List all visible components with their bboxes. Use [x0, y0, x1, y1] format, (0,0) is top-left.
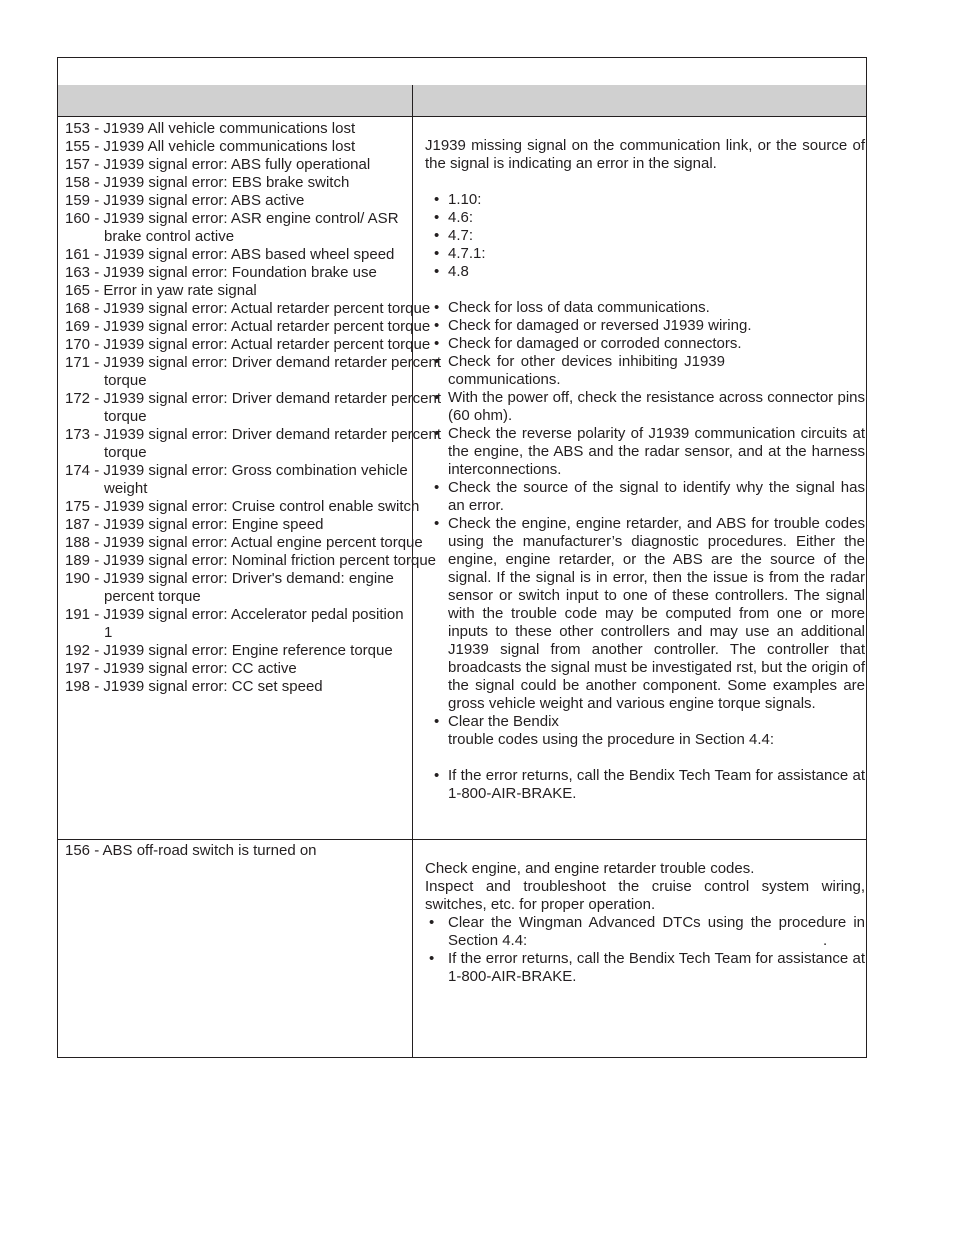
repair-step: • Check the reverse polarity of J1939 communication circuits at the engine, the ABS and the radar sensor, and at the harness interconnections.: [425, 425, 865, 479]
code-item: 188 - J1939 signal error: Actual engine percent torque: [65, 534, 423, 551]
troubleshooting-table: [57, 57, 867, 1058]
code-item: 163 - J1939 signal error: Foundation brake use: [65, 264, 377, 281]
table-title-row: [58, 58, 866, 86]
code-item: 159 - J1939 signal error: ABS active: [65, 192, 305, 209]
code-item: 187 - J1939 signal error: Engine speed: [65, 516, 324, 533]
row1-final-step-list: [425, 767, 865, 803]
row1-code-list: [65, 120, 442, 696]
repair-step: • If the error returns, call the Bendix Tech Team for assistance at 1-800-AIR-BRAKE.: [425, 950, 865, 986]
row1-repair-steps: [425, 299, 865, 749]
repair-step-tail: .: [823, 932, 828, 949]
code-item: 171 - J1939 signal error: Driver demand retarder percent torque: [65, 354, 442, 389]
row2-code-list: [65, 842, 410, 860]
repair-step: • Check for damaged or reversed J1939 wiring.: [425, 317, 865, 335]
row2-repair-steps: [425, 914, 865, 986]
repair-step: • Check for damaged or corroded connectors.: [425, 335, 865, 353]
code-item: 173 - J1939 signal error: Driver demand retarder percent torque: [65, 426, 442, 461]
row-divider: [58, 839, 866, 840]
repair-step: • Check for loss of data communications.: [425, 299, 865, 317]
code-item: 197 - J1939 signal error: CC active: [65, 660, 297, 677]
code-item: 160 - J1939 signal error: ASR engine control/ ASR brake control active: [65, 210, 399, 245]
section-ref: • 4.6:: [425, 209, 865, 227]
code-item: 168 - J1939 signal error: Actual retarder percent torque: [65, 300, 431, 317]
repair-step-clear-label: Clear the Bendix: [448, 713, 559, 730]
row1-section-refs: [425, 191, 865, 281]
repair-step: [425, 713, 865, 749]
code-item: 158 - J1939 signal error: EBS brake switch: [65, 174, 350, 191]
repair-step: [425, 914, 865, 950]
table-header-row: [58, 85, 866, 117]
code-item: 155 - J1939 All vehicle communications lost: [65, 138, 356, 155]
section-ref: • 1.10:: [425, 191, 865, 209]
row2-line-2: Inspect and troubleshoot the cruise control system wiring, switches, etc. for proper operation.: [425, 878, 865, 913]
row1-description: J1939 missing signal on the communication link, or the source of the signal is indicating an error in the signal.: [425, 137, 865, 172]
section-ref: • 4.7:: [425, 227, 865, 245]
code-item: 174 - J1939 signal error: Gross combination vehicle weight: [65, 462, 408, 497]
row2-repair-info: [425, 860, 865, 986]
code-item: 189 - J1939 signal error: Nominal friction percent torque: [65, 552, 437, 569]
repair-step-clear-procedure: trouble codes using the procedure in Section 4.4:: [448, 731, 775, 748]
repair-step: • Check the source of the signal to identify why the signal has an error.: [425, 479, 865, 515]
code-item: 172 - J1939 signal error: Driver demand retarder percent torque: [65, 390, 442, 425]
code-item: 153 - J1939 All vehicle communications lost: [65, 120, 356, 137]
code-item: 191 - J1939 signal error: Accelerator pedal position 1: [65, 606, 404, 641]
repair-step: • With the power off, check the resistance across connector pins (60 ohm).: [425, 389, 865, 425]
row2-line-1: Check engine, and engine retarder trouble codes.: [425, 860, 755, 877]
code-item: 190 - J1939 signal error: Driver's demand: engine percent torque: [65, 570, 394, 605]
repair-step-final: • If the error returns, call the Bendix Tech Team for assistance at 1-800-AIR-BRAKE.: [425, 767, 865, 803]
code-item: 165 - Error in yaw rate signal: [65, 282, 257, 299]
code-item: 175 - J1939 signal error: Cruise control enable switch: [65, 498, 420, 515]
code-item: 156 - ABS off-road switch is turned on: [65, 842, 317, 859]
repair-step-text: Clear the Wingman Advanced DTCs using the procedure in Section 4.4:: [448, 914, 865, 949]
repair-step: • Check for other devices inhibiting J1939 communications.: [425, 353, 865, 389]
repair-step: • Check the engine, engine retarder, and ABS for trouble codes using the manufacturer’s diagnostic procedures. Either the engine, engine retarder, or the ABS are the source of the signal. If the signal is in error, then the issue is from the radar sensor or switch input to one of these controllers. The signal with the trouble code may be computed from one or more inputs to these other controllers and may use an additional J1939 signal from another controller. The controller that broadcasts the signal must be investigated rst, but the origin of the signal could be another component. Some examples are gross vehicle weight and various engine torque signals.: [425, 515, 865, 713]
code-item: 170 - J1939 signal error: Actual retarder percent torque: [65, 336, 431, 353]
section-ref: • 4.7.1:: [425, 245, 865, 263]
code-item: 192 - J1939 signal error: Engine reference torque: [65, 642, 393, 659]
code-item: 169 - J1939 signal error: Actual retarder percent torque: [65, 318, 431, 335]
code-item: 161 - J1939 signal error: ABS based wheel speed: [65, 246, 395, 263]
code-item: 157 - J1939 signal error: ABS fully operational: [65, 156, 371, 173]
code-item: 198 - J1939 signal error: CC set speed: [65, 678, 323, 695]
section-ref: • 4.8: [425, 263, 865, 281]
row1-repair-info: [425, 137, 865, 803]
